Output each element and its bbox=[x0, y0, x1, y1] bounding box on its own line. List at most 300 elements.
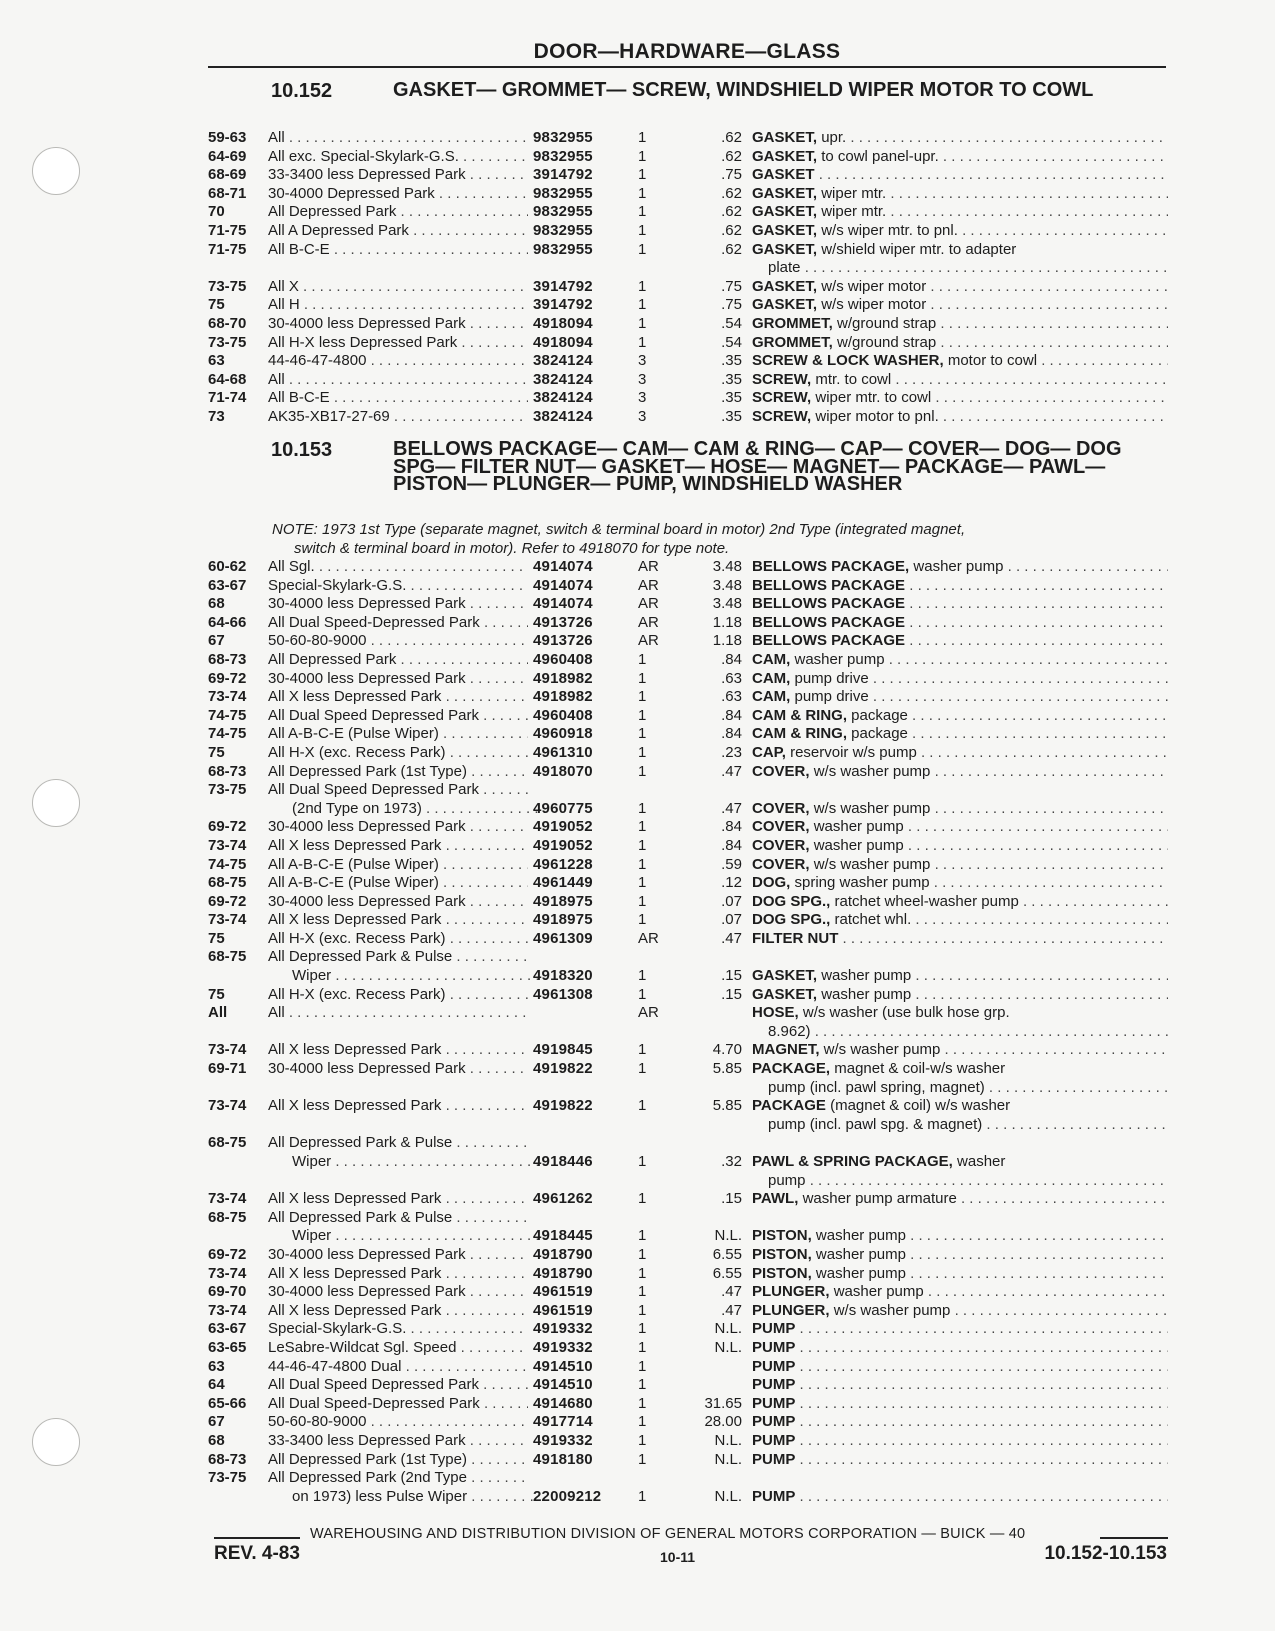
part-number: 4919052 bbox=[533, 836, 593, 854]
part-name: SCREW & LOCK WASHER, bbox=[752, 352, 944, 370]
quantity: 1 bbox=[638, 1227, 647, 1245]
part-number: 4918790 bbox=[533, 1264, 593, 1282]
list-price: .47 bbox=[721, 799, 742, 817]
footer-revision: REV. 4-83 bbox=[214, 1543, 300, 1564]
part-name: PUMP bbox=[752, 1450, 796, 1468]
list-price: N.L. bbox=[714, 1431, 742, 1449]
part-description bbox=[752, 408, 1168, 427]
part-detail: pump drive bbox=[794, 688, 869, 706]
application: All Dual Speed Depressed Park . . . bbox=[268, 1376, 528, 1395]
part-detail: w/s washer pump bbox=[813, 762, 931, 780]
part-name: GASKET, bbox=[752, 240, 818, 258]
section-title: GASKET— GROMMET— SCREW, WINDSHIELD WIPER MOTOR TO COWL bbox=[393, 79, 1094, 101]
footer-rule-left bbox=[214, 1537, 300, 1539]
list-price: .59 bbox=[721, 855, 742, 873]
section-number: 10.153 bbox=[271, 439, 333, 461]
quantity: 1 bbox=[638, 1041, 647, 1059]
part-name: GASKET, bbox=[752, 203, 818, 221]
model-year: 74-75 bbox=[208, 855, 247, 873]
table-row bbox=[208, 1302, 1168, 1321]
part-description bbox=[752, 874, 1168, 893]
part-description bbox=[752, 352, 1168, 371]
part-name: CAM & RING, bbox=[752, 706, 847, 724]
part-name: GASKET, bbox=[752, 129, 818, 146]
part-detail: magnet & coil-w/s washer bbox=[834, 1060, 1006, 1078]
quantity: 1 bbox=[638, 669, 647, 687]
table-row bbox=[208, 986, 1168, 1005]
footer-section-range: 10.152-10.153 bbox=[1044, 1543, 1167, 1564]
list-price: .47 bbox=[721, 762, 742, 780]
parts-table-10-153 bbox=[208, 558, 1168, 1506]
part-name: BELLOWS PACKAGE bbox=[752, 632, 906, 650]
model-year: 69-72 bbox=[208, 818, 247, 836]
application: All Dual Speed-Depressed Park . . . bbox=[268, 1395, 528, 1414]
table-row bbox=[208, 185, 1168, 204]
table-row bbox=[208, 148, 1168, 167]
part-number: 3824124 bbox=[533, 352, 593, 370]
table-row bbox=[208, 166, 1168, 185]
part-detail: w/s washer pump bbox=[823, 1041, 941, 1059]
list-price: .62 bbox=[721, 240, 742, 258]
part-detail: wiper mtr. to cowl bbox=[815, 389, 932, 407]
part-name: PUMP bbox=[752, 1413, 796, 1431]
application: All X less Depressed Park . . . bbox=[268, 1041, 528, 1060]
part-detail: washer pump bbox=[815, 1264, 906, 1282]
model-year: 73-75 bbox=[208, 333, 247, 351]
section-title: BELLOWS PACKAGE— CAM— CAM & RING— CAP— COVER— DOG— DOG SPG— FILTER NUT— GASKET— HOSE— MAGNET— PACKAGE— PAWL— PISTON— PLUNGER— PUMP, WINDSHIELD WASHER bbox=[393, 438, 1122, 495]
table-row bbox=[208, 1097, 1168, 1134]
section-note bbox=[272, 521, 1162, 558]
application: All B-C-E . . . bbox=[268, 241, 528, 260]
part-detail: package bbox=[851, 725, 908, 743]
model-year: 68-69 bbox=[208, 166, 247, 184]
list-price: .47 bbox=[721, 1301, 742, 1319]
part-description bbox=[752, 1395, 1168, 1414]
part-description bbox=[752, 1413, 1168, 1432]
application: 30-4000 less Depressed Park . . . bbox=[268, 315, 528, 334]
part-name: COVER, bbox=[752, 836, 810, 854]
application: 44-46-47-4800 Dual . . . bbox=[268, 1358, 528, 1377]
list-price: .32 bbox=[721, 1153, 742, 1170]
part-description bbox=[752, 707, 1168, 726]
list-price: N.L. bbox=[714, 1320, 742, 1338]
application-cont: Wiper . . . bbox=[268, 1227, 552, 1246]
quantity: 1 bbox=[638, 1450, 647, 1468]
part-number: 4914680 bbox=[533, 1394, 593, 1412]
model-year: 73 bbox=[208, 407, 225, 425]
table-row bbox=[208, 1395, 1168, 1414]
model-year: 64-69 bbox=[208, 147, 247, 165]
table-row bbox=[208, 1413, 1168, 1432]
application: All A-B-C-E (Pulse Wiper) . . . bbox=[268, 725, 528, 744]
part-detail: ratchet whl. bbox=[834, 911, 912, 929]
part-description bbox=[752, 856, 1168, 875]
model-year: 63-65 bbox=[208, 1338, 247, 1356]
model-year: 73-74 bbox=[208, 1190, 247, 1208]
part-detail: mtr. to cowl bbox=[815, 370, 892, 388]
part-description bbox=[752, 1004, 1168, 1023]
model-year: 73-74 bbox=[208, 1041, 247, 1059]
application: All Depressed Park & Pulse . . . bbox=[268, 948, 528, 967]
table-row bbox=[208, 315, 1168, 334]
application: 30-4000 Depressed Park . . . bbox=[268, 185, 528, 204]
model-year: All bbox=[208, 1004, 228, 1022]
part-description bbox=[752, 148, 1168, 167]
table-row bbox=[208, 1320, 1168, 1339]
part-detail: reservoir w/s pump bbox=[790, 743, 917, 761]
section-note-line: NOTE: 1973 1st Type (separate magnet, switch & terminal board in motor) 2nd Type (integrated magnet, bbox=[272, 521, 966, 538]
quantity: 1 bbox=[638, 1320, 647, 1338]
part-number: 4918790 bbox=[533, 1245, 593, 1263]
part-number: 9832955 bbox=[533, 147, 593, 165]
quantity: 3 bbox=[638, 352, 647, 370]
part-description bbox=[752, 595, 1168, 614]
part-description bbox=[752, 893, 1168, 912]
part-description bbox=[752, 222, 1168, 241]
part-name: PISTON, bbox=[752, 1245, 812, 1263]
part-description bbox=[752, 1153, 1168, 1172]
part-name: PAWL, bbox=[752, 1190, 799, 1208]
list-price: .47 bbox=[721, 1283, 742, 1301]
part-description bbox=[752, 1227, 1168, 1246]
part-number: 3914792 bbox=[533, 166, 593, 184]
table-row bbox=[208, 837, 1168, 856]
table-row bbox=[208, 948, 1168, 985]
part-number: 4961308 bbox=[533, 985, 593, 1003]
quantity: 1 bbox=[638, 1060, 647, 1078]
part-number: 4914074 bbox=[533, 576, 593, 594]
part-detail: ratchet wheel-washer pump bbox=[834, 892, 1019, 910]
list-price: 1.18 bbox=[712, 613, 742, 631]
model-year: 69-72 bbox=[208, 1245, 247, 1263]
model-year: 71-75 bbox=[208, 221, 247, 239]
list-price: 1.18 bbox=[712, 632, 742, 650]
quantity: 1 bbox=[638, 1413, 647, 1431]
application: 44-46-47-4800 . . . bbox=[268, 352, 528, 371]
part-description bbox=[752, 1451, 1168, 1470]
table-row bbox=[208, 296, 1168, 315]
part-description bbox=[752, 670, 1168, 689]
table-row bbox=[208, 241, 1168, 278]
model-year: 60-62 bbox=[208, 558, 247, 575]
part-name: PUMP bbox=[752, 1320, 796, 1338]
part-name: GROMMET, bbox=[752, 333, 833, 351]
application: All Depressed Park (1st Type) . . . bbox=[268, 1451, 528, 1470]
part-description bbox=[752, 688, 1168, 707]
list-price: 3.48 bbox=[712, 576, 742, 594]
quantity: 1 bbox=[638, 333, 647, 351]
model-year: 73-74 bbox=[208, 1301, 247, 1319]
application: All X less Depressed Park . . . bbox=[268, 911, 528, 930]
part-name: BELLOWS PACKAGE bbox=[752, 613, 906, 631]
list-price: N.L. bbox=[714, 1487, 742, 1505]
part-description bbox=[752, 1488, 1168, 1507]
model-year: 75 bbox=[208, 985, 225, 1003]
part-number: 4961310 bbox=[533, 743, 593, 761]
model-year: 73-74 bbox=[208, 1264, 247, 1282]
part-detail: washer pump bbox=[815, 1227, 906, 1245]
application: All A-B-C-E (Pulse Wiper) . . . bbox=[268, 856, 528, 875]
part-description bbox=[752, 1246, 1168, 1265]
model-year: 63-67 bbox=[208, 576, 247, 594]
part-name: PUMP bbox=[752, 1394, 796, 1412]
model-year: 65-66 bbox=[208, 1394, 247, 1412]
model-year: 68-73 bbox=[208, 1450, 247, 1468]
model-year: 69-71 bbox=[208, 1060, 247, 1078]
list-price: .63 bbox=[721, 669, 742, 687]
model-year: 68-75 bbox=[208, 1134, 247, 1152]
part-name: CAM, bbox=[752, 650, 791, 668]
binder-hole-top bbox=[32, 147, 80, 195]
part-detail: wiper motor to pnl. bbox=[815, 407, 939, 425]
quantity: 1 bbox=[638, 836, 647, 854]
table-row bbox=[208, 1004, 1168, 1041]
table-row bbox=[208, 1265, 1168, 1284]
footer-page-number: 10-11 bbox=[660, 1549, 696, 1565]
model-year: 73-75 bbox=[208, 277, 247, 295]
list-price: 5.85 bbox=[712, 1060, 742, 1078]
application: 30-4000 less Depressed Park . . . bbox=[268, 893, 528, 912]
model-year: 73-75 bbox=[208, 781, 247, 799]
quantity: 1 bbox=[638, 166, 647, 184]
part-description-cont: pump (incl. pawl spg. & magnet) . . . bbox=[752, 1116, 1168, 1135]
table-row bbox=[208, 670, 1168, 689]
footer-rule-right bbox=[1100, 1537, 1168, 1539]
table-row bbox=[208, 1190, 1168, 1209]
quantity: 1 bbox=[638, 650, 647, 668]
part-number: 4918975 bbox=[533, 911, 593, 929]
model-year: 68-75 bbox=[208, 874, 247, 892]
list-price: 6.55 bbox=[712, 1245, 742, 1263]
list-price: .15 bbox=[721, 967, 742, 985]
list-price: .62 bbox=[721, 203, 742, 221]
application: All Depressed Park . . . bbox=[268, 203, 528, 222]
model-year: 75 bbox=[208, 743, 225, 761]
part-description bbox=[752, 632, 1168, 651]
list-price: 3.48 bbox=[712, 595, 742, 613]
application: All B-C-E . . . bbox=[268, 389, 528, 408]
list-price: .84 bbox=[721, 706, 742, 724]
list-price: .07 bbox=[721, 892, 742, 910]
table-row bbox=[208, 278, 1168, 297]
part-detail: wiper mtr. bbox=[821, 203, 887, 221]
application: All H . . . bbox=[268, 296, 528, 315]
part-description bbox=[752, 651, 1168, 670]
part-number: 9832955 bbox=[533, 221, 593, 239]
table-row bbox=[208, 763, 1168, 782]
part-number: 3914792 bbox=[533, 296, 593, 314]
part-number: 4919332 bbox=[533, 1320, 593, 1338]
quantity: 1 bbox=[638, 892, 647, 910]
application: All . . . bbox=[268, 1004, 528, 1023]
list-price: .15 bbox=[721, 985, 742, 1003]
part-number: 4914074 bbox=[533, 558, 593, 575]
part-detail: w/s wiper mtr. to pnl. bbox=[821, 221, 958, 239]
table-row bbox=[208, 1376, 1168, 1395]
part-detail: w/ground strap bbox=[837, 314, 937, 332]
quantity: 1 bbox=[638, 1338, 647, 1356]
list-price: 3.48 bbox=[712, 558, 742, 575]
application: All H-X (exc. Recess Park) . . . bbox=[268, 744, 528, 763]
application-cont: Wiper . . . bbox=[268, 1153, 552, 1172]
part-name: COVER, bbox=[752, 818, 810, 836]
list-price: .35 bbox=[721, 407, 742, 425]
part-name: BELLOWS PACKAGE, bbox=[752, 558, 910, 575]
part-detail: w/s washer pump bbox=[833, 1301, 951, 1319]
model-year: 73-75 bbox=[208, 1469, 247, 1487]
section-number: 10.152 bbox=[271, 80, 333, 102]
part-description bbox=[752, 296, 1168, 315]
list-price: .84 bbox=[721, 836, 742, 854]
part-name: PAWL & SPRING PACKAGE, bbox=[752, 1153, 953, 1170]
quantity: 1 bbox=[638, 1264, 647, 1282]
application: 30-4000 less Depressed Park . . . bbox=[268, 1246, 528, 1265]
quantity: 1 bbox=[638, 799, 647, 817]
table-row bbox=[208, 911, 1168, 930]
part-detail: washer pump bbox=[794, 650, 885, 668]
part-description bbox=[752, 1265, 1168, 1284]
part-name: GASKET, bbox=[752, 277, 818, 295]
table-row bbox=[208, 408, 1168, 427]
model-year: 69-72 bbox=[208, 892, 247, 910]
part-name: SCREW, bbox=[752, 389, 812, 407]
list-price: 4.70 bbox=[712, 1041, 742, 1059]
table-row bbox=[208, 203, 1168, 222]
list-price: .15 bbox=[721, 1190, 742, 1208]
part-number: 4918180 bbox=[533, 1450, 593, 1468]
part-number: 4919845 bbox=[533, 1041, 593, 1059]
quantity: 1 bbox=[638, 240, 647, 258]
part-description bbox=[752, 1283, 1168, 1302]
part-number: 4918975 bbox=[533, 892, 593, 910]
part-number: 3824124 bbox=[533, 370, 593, 388]
application: All X . . . bbox=[268, 278, 528, 297]
part-detail: washer pump bbox=[815, 1245, 906, 1263]
part-detail: washer pump bbox=[813, 818, 904, 836]
quantity: 1 bbox=[638, 147, 647, 165]
part-name: CAM & RING, bbox=[752, 725, 847, 743]
part-name: CAP, bbox=[752, 743, 786, 761]
application: LeSabre-Wildcat Sgl. Speed . . . bbox=[268, 1339, 528, 1358]
part-name: PUMP bbox=[752, 1338, 796, 1356]
model-year: 71-74 bbox=[208, 389, 247, 407]
part-detail: w/s washer pump bbox=[813, 799, 931, 817]
part-number: 4960918 bbox=[533, 725, 593, 743]
part-number: 4914074 bbox=[533, 595, 593, 613]
quantity: 1 bbox=[638, 743, 647, 761]
table-row bbox=[208, 389, 1168, 408]
part-number: 9832955 bbox=[533, 129, 593, 146]
table-row bbox=[208, 818, 1168, 837]
list-price: 31.65 bbox=[704, 1394, 742, 1412]
part-description-cont: 8.962) . . . bbox=[752, 1023, 1168, 1042]
model-year: 68-71 bbox=[208, 184, 247, 202]
part-detail: pump drive bbox=[794, 669, 869, 687]
quantity: 1 bbox=[638, 688, 647, 706]
list-price: .54 bbox=[721, 314, 742, 332]
part-number: 4918982 bbox=[533, 688, 593, 706]
part-number: 9832955 bbox=[533, 184, 593, 202]
part-name: MAGNET, bbox=[752, 1041, 820, 1059]
part-number: 4919052 bbox=[533, 818, 593, 836]
quantity: 1 bbox=[638, 221, 647, 239]
part-name: FILTER NUT bbox=[752, 929, 839, 947]
part-number: 4918320 bbox=[533, 967, 593, 985]
part-name: PUMP bbox=[752, 1487, 796, 1505]
model-year: 73-74 bbox=[208, 1097, 247, 1115]
application: All Dual Speed-Depressed Park . . . bbox=[268, 614, 528, 633]
part-detail: washer pump bbox=[833, 1283, 924, 1301]
table-row bbox=[208, 1432, 1168, 1451]
list-price: .35 bbox=[721, 352, 742, 370]
part-number: 4918070 bbox=[533, 762, 593, 780]
parts-table-10-152 bbox=[208, 129, 1168, 427]
list-price: 5.85 bbox=[712, 1097, 742, 1115]
part-number: 4917714 bbox=[533, 1413, 593, 1431]
list-price: 28.00 bbox=[704, 1413, 742, 1431]
part-name: PACKAGE, bbox=[752, 1060, 831, 1078]
part-description bbox=[752, 744, 1168, 763]
part-description-cont: pump (incl. pawl spring, magnet) . . . bbox=[752, 1079, 1168, 1098]
part-description bbox=[752, 315, 1168, 334]
quantity: AR bbox=[638, 632, 659, 650]
quantity: 1 bbox=[638, 1431, 647, 1449]
part-description bbox=[752, 129, 1168, 148]
quantity: 1 bbox=[638, 184, 647, 202]
quantity: 1 bbox=[638, 725, 647, 743]
application: All A Depressed Park . . . bbox=[268, 222, 528, 241]
application: All H-X (exc. Recess Park) . . . bbox=[268, 986, 528, 1005]
part-number: 3824124 bbox=[533, 389, 593, 407]
quantity: 1 bbox=[638, 1245, 647, 1263]
part-number: 4919822 bbox=[533, 1060, 593, 1078]
part-name: SCREW, bbox=[752, 407, 812, 425]
part-name: CAM, bbox=[752, 688, 791, 706]
application: All X less Depressed Park . . . bbox=[268, 837, 528, 856]
quantity: AR bbox=[638, 1004, 659, 1022]
model-year: 74-75 bbox=[208, 706, 247, 724]
part-description bbox=[752, 1060, 1168, 1079]
part-number: 4961262 bbox=[533, 1190, 593, 1208]
application: All A-B-C-E (Pulse Wiper) . . . bbox=[268, 874, 528, 893]
part-number: 4961519 bbox=[533, 1283, 593, 1301]
part-description bbox=[752, 800, 1168, 819]
quantity: 1 bbox=[638, 1097, 647, 1115]
table-row bbox=[208, 334, 1168, 353]
part-name: HOSE, bbox=[752, 1004, 799, 1022]
table-row bbox=[208, 874, 1168, 893]
model-year: 68-73 bbox=[208, 650, 247, 668]
part-number: 4918982 bbox=[533, 669, 593, 687]
part-name: BELLOWS PACKAGE bbox=[752, 595, 906, 613]
application: 33-3400 less Depressed Park . . . bbox=[268, 1432, 528, 1451]
application: All exc. Special-Skylark-G.S. . . . bbox=[268, 148, 528, 167]
quantity: 1 bbox=[638, 296, 647, 314]
part-description bbox=[752, 1432, 1168, 1451]
table-row bbox=[208, 1060, 1168, 1097]
list-price: .47 bbox=[721, 929, 742, 947]
part-name: COVER, bbox=[752, 762, 810, 780]
list-price: N.L. bbox=[714, 1450, 742, 1468]
application: All Depressed Park . . . bbox=[268, 651, 528, 670]
part-number: 4918094 bbox=[533, 314, 593, 332]
application: 30-4000 less Depressed Park . . . bbox=[268, 1283, 528, 1302]
model-year: 74-75 bbox=[208, 725, 247, 743]
part-detail: w/s washer pump bbox=[813, 855, 931, 873]
list-price: .12 bbox=[721, 874, 742, 892]
quantity: 1 bbox=[638, 706, 647, 724]
part-number: 3914792 bbox=[533, 277, 593, 295]
